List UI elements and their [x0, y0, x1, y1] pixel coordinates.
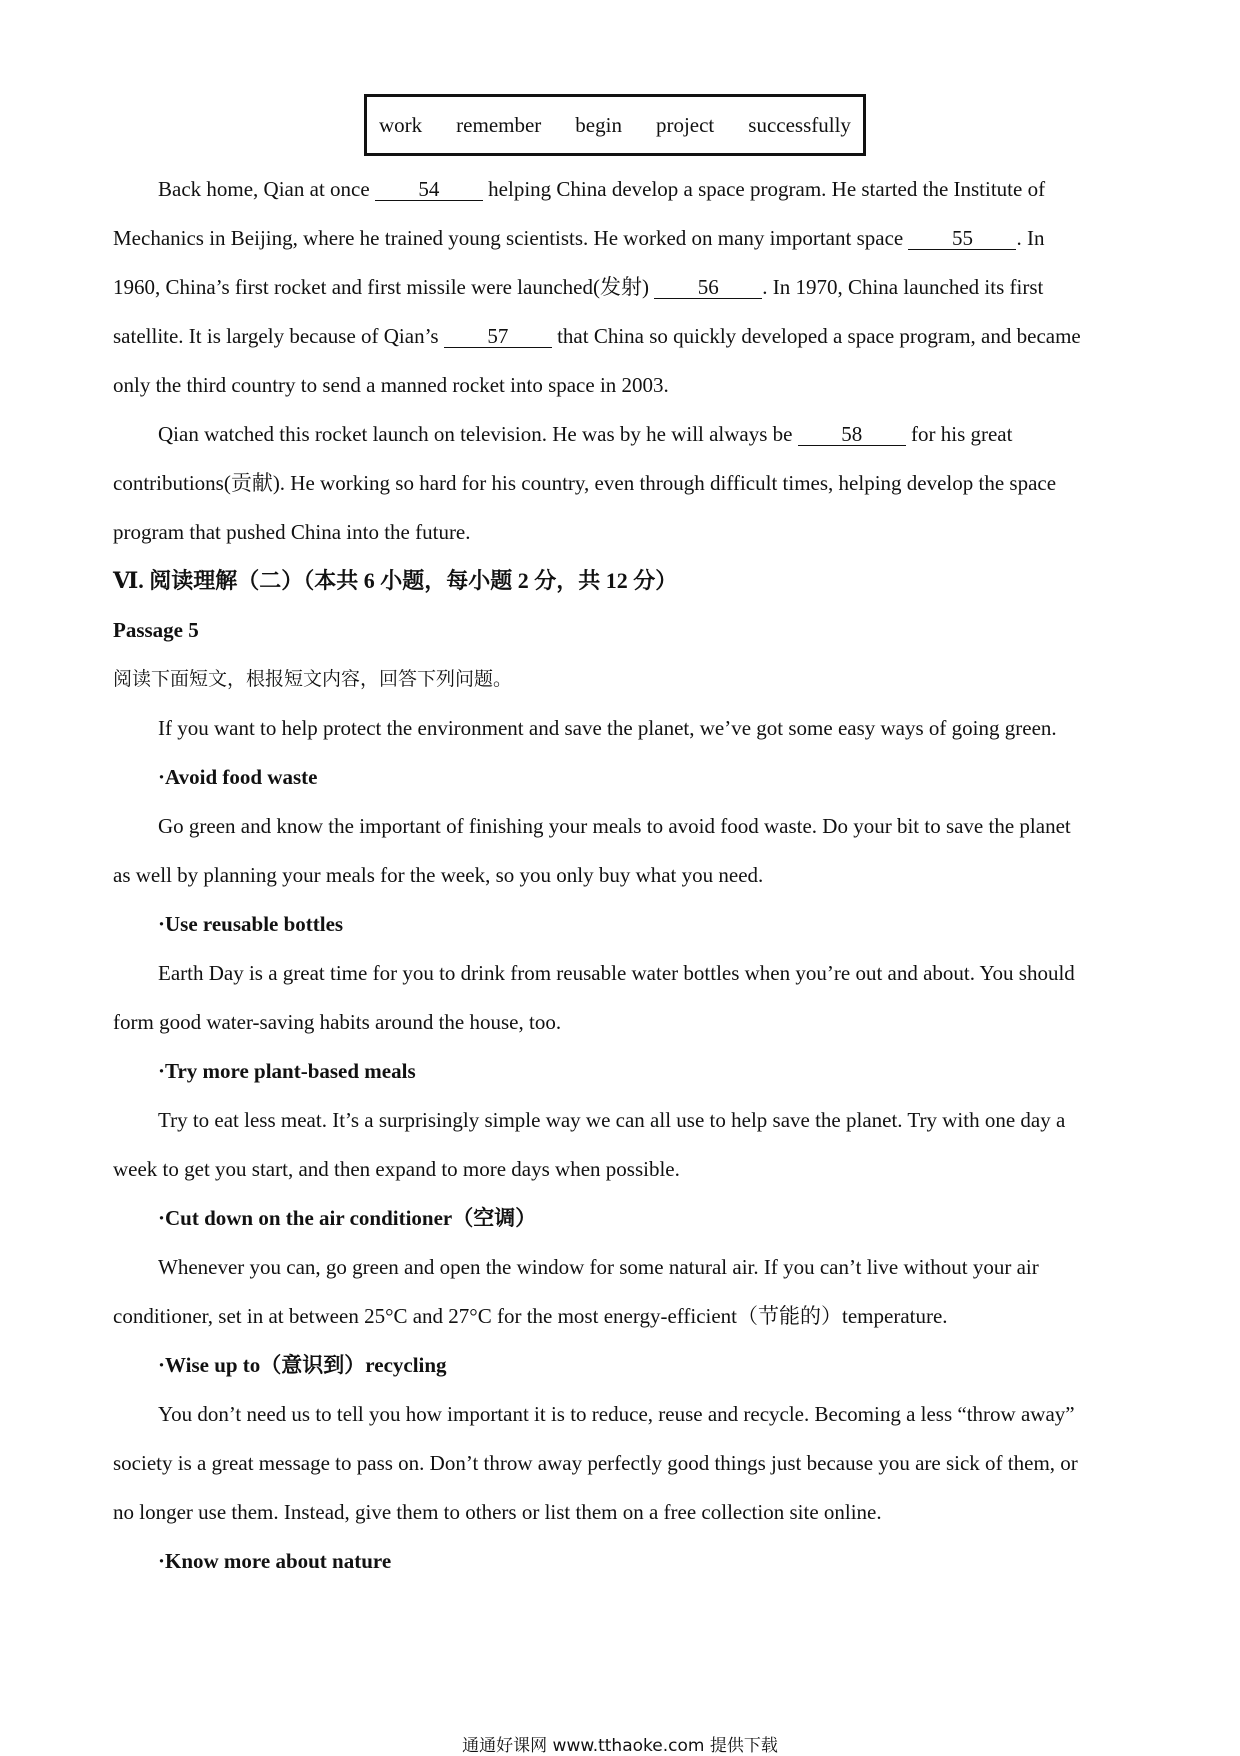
word-bank-item: begin [575, 112, 622, 137]
item-line: Try to eat less meat. It’s a surprisingly simple way we can all use to help save the planet. Try with one day a [158, 1108, 1066, 1132]
item-heading: ·Use reusable bottles [158, 912, 344, 936]
item-line: Whenever you can, go green and open the window for some natural air. If you can’t live without your air [158, 1255, 1039, 1279]
blank-56[interactable]: 56 [654, 276, 762, 299]
item-line: Go green and know the important of finishing your meals to avoid food waste. Do your bit to save the planet [158, 814, 1071, 838]
item-heading: ·Cut down on the air conditioner（空调） [158, 1206, 537, 1230]
item-line: Earth Day is a great time for you to drink from reusable water bottles when you’re out and about. You should [158, 961, 1075, 985]
item-line: week to get you start, and then expand to more days when possible. [113, 1157, 680, 1181]
item-heading: ·Wise up to（意识到）recycling [158, 1353, 447, 1377]
blank-55[interactable]: 55 [908, 227, 1016, 250]
item-heading: ·Avoid food waste [158, 765, 318, 789]
item-line: as well by planning your meals for the week, so you only buy what you need. [113, 863, 764, 887]
para2-line3: program that pushed China into the future. [113, 520, 471, 544]
para2-line1: Qian watched this rocket launch on television. He was by he will always be 58 for his great [158, 422, 1013, 446]
para1-line5: only the third country to send a manned rocket into space in 2003. [113, 373, 669, 397]
para1-line1: Back home, Qian at once 54 helping China develop a space program. He started the Institute of [158, 177, 1046, 201]
word-bank-item: remember [456, 112, 542, 137]
word-bank-item: work [379, 112, 423, 137]
instruction: 阅读下面短文，根报短文内容，回答下列问题。 [113, 668, 513, 690]
para1-line2: Mechanics in Beijing, where he trained young scientists. He worked on many important space 55 . In [113, 226, 1045, 250]
para1-line4: satellite. It is largely because of Qian’s 57 that China so quickly developed a space program, and became [113, 324, 1081, 348]
para2-line2: contributions(贡献). He working so hard for his country, even through difficult times, helping develop the space [113, 471, 1057, 495]
blank-57[interactable]: 57 [444, 325, 552, 348]
word-bank-item: project [655, 112, 715, 137]
item-line: no longer use them. Instead, give them to others or list them on a free collection site online. [113, 1500, 882, 1524]
page-footer: 通通好课网 www.tthaoke.com 提供下载 [462, 1736, 778, 1756]
item-heading: ·Try more plant-based meals [158, 1059, 416, 1083]
item-line: conditioner, set in at between 25°C and 27°C for the most energy-efficient（节能的）temperature. [113, 1304, 948, 1328]
blank-58[interactable]: 58 [798, 423, 906, 446]
passage-label: Passage 5 [113, 618, 199, 642]
section-title: Ⅵ. 阅读理解（二）（本共 6 小题，每小题 2 分，共 12 分） [113, 568, 678, 593]
word-bank-box [364, 94, 866, 156]
item-heading: ·Know more about nature [158, 1549, 392, 1573]
item-line: society is a great message to pass on. Don’t throw away perfectly good things just because you are sick of them, or [113, 1451, 1078, 1475]
word-bank-item: successfully [748, 112, 851, 137]
para1-line3: 1960, China’s first rocket and first missile were launched(发射) 56 . In 1970, China launched its first [113, 275, 1044, 299]
item-line: You don’t need us to tell you how important it is to reduce, reuse and recycle. Becoming a less “throw away” [158, 1402, 1075, 1426]
intro-line: If you want to help protect the environment and save the planet, we’ve got some easy ways of going green. [158, 716, 1057, 740]
blank-54[interactable]: 54 [375, 178, 483, 201]
item-line: form good water-saving habits around the house, too. [113, 1010, 562, 1034]
